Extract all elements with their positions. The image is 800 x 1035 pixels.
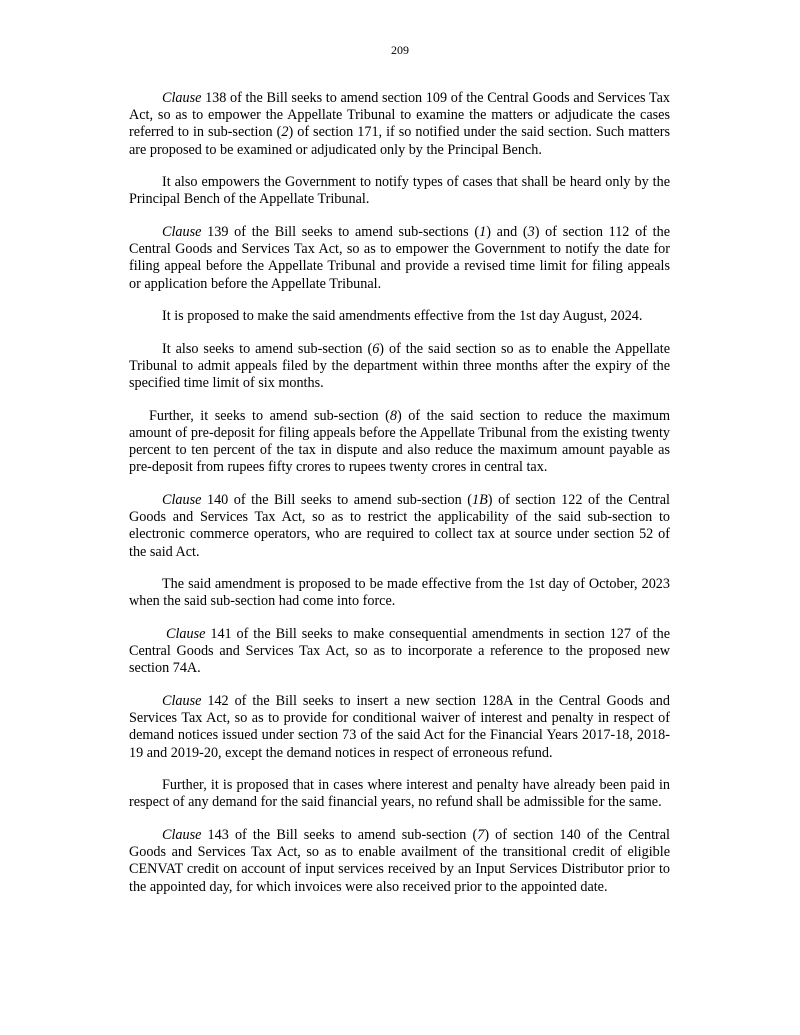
paragraph-text: It also seeks to amend sub-section (6) of the said section so as to enable the Appellate Tribunal to admit appeals filed by the department within three months after the expiry of the specified time limit of six months. — [129, 340, 670, 392]
sub-section-reference: 2 — [281, 124, 289, 141]
paragraph-text: It is proposed to make the said amendments effective from the 1st day August, 2024. — [162, 308, 643, 325]
paragraph-text: 139 of the Bill seeks to amend sub-sections (1) and (3) of section 112 of the Central Goods and Services Tax Act, so as to empower the Government to notify the date for filing appeal before the Appellate Tribunal and provide a revised time limit for filing appeals or application before the Appellate Tribunal. — [129, 224, 670, 292]
clause-label: Clause — [166, 626, 206, 642]
clause-label: Clause — [162, 224, 202, 240]
clause-label: Clause — [162, 90, 202, 106]
paragraph-principal-bench — [129, 174, 670, 208]
paragraph-text: 138 of the Bill seeks to amend section 109 of the Central Goods and Services Tax Act, so as to empower the Appellate Tribunal to examine the matters or adjudicate the cases referred to in sub-section (2) of section 171, if so notified under the said section. Such matters are proposed to be examined or adjudicated only by the Principal Bench. — [129, 90, 670, 158]
paragraph-text: 142 of the Bill seeks to insert a new section 128A in the Central Goods and Services Tax Act, so as to provide for conditional waiver of interest and penalty in respect of demand notices issued under section 73 of the said Act for the Financial Years 2017-18, 2018-19 and 2019-20, except the demand notices in respect of erroneous refund. — [129, 693, 670, 761]
sub-section-reference: 7 — [477, 827, 485, 843]
paragraph-text: Further, it is proposed that in cases where interest and penalty have already been paid in respect of any demand for the said financial years, no refund shall be admissible for the same. — [129, 777, 670, 811]
paragraph-text: 140 of the Bill seeks to amend sub-section (1B) of section 122 of the Central Goods and Services Tax Act, so as to restrict the applicability of the said sub-section to electronic commerce operators, who are required to collect tax at source under section 52 of the said Act. — [129, 492, 670, 560]
clause-label: Clause — [162, 492, 202, 508]
clause-label: Clause — [162, 827, 202, 843]
clause-label: Clause — [162, 693, 202, 709]
page-number: 209 — [391, 43, 409, 57]
paragraph-effective-october — [129, 576, 670, 610]
paragraph-text: 141 of the Bill seeks to make consequential amendments in section 127 of the Central Goods and Services Tax Act, so as to incorporate a reference to the proposed new section 74A. — [129, 626, 670, 677]
paragraph-text: It also empowers the Government to notify types of cases that shall be heard only by the Principal Bench of the Appellate Tribunal. — [129, 174, 670, 208]
sub-section-reference: 6 — [372, 340, 380, 357]
paragraph-clause-138 — [129, 90, 670, 159]
paragraph-effective-august — [129, 308, 670, 325]
document-body — [129, 90, 670, 896]
paragraph-clause-139 — [129, 224, 670, 293]
sub-section-reference: 3 — [527, 224, 535, 240]
paragraph-sub-section-8 — [129, 408, 670, 477]
paragraph-text: 143 of the Bill seeks to amend sub-section (7) of section 140 of the Central Goods and Services Tax Act, so as to enable availment of the transitional credit of eligible CENVAT credit on account of input services received by an Input Services Distributor prior to the appointed day, for which invoices were also received prior to the appointed date. — [129, 827, 670, 895]
paragraph-clause-142 — [129, 693, 670, 762]
paragraph-clause-143 — [129, 827, 670, 896]
paragraph-sub-section-6 — [129, 341, 670, 393]
paragraph-clause-140 — [129, 492, 670, 561]
paragraph-clause-141 — [129, 626, 670, 678]
sub-section-reference: 1 — [479, 224, 487, 240]
sub-section-reference: 1B — [472, 492, 488, 508]
paragraph-no-refund — [129, 777, 670, 811]
paragraph-text: Further, it seeks to amend sub-section (8) of the said section to reduce the maximum amount of pre-deposit for filing appeals before the Appellate Tribunal from the existing twenty percent to ten percent of the tax in dispute and also reduce the maximum amount payable as pre-deposit from rupees fifty crores to rupees twenty crores in central tax. — [129, 407, 670, 476]
paragraph-text: The said amendment is proposed to be made effective from the 1st day of October, 2023 when the said sub-section had come into force. — [129, 576, 670, 610]
sub-section-reference: 8 — [389, 407, 397, 424]
